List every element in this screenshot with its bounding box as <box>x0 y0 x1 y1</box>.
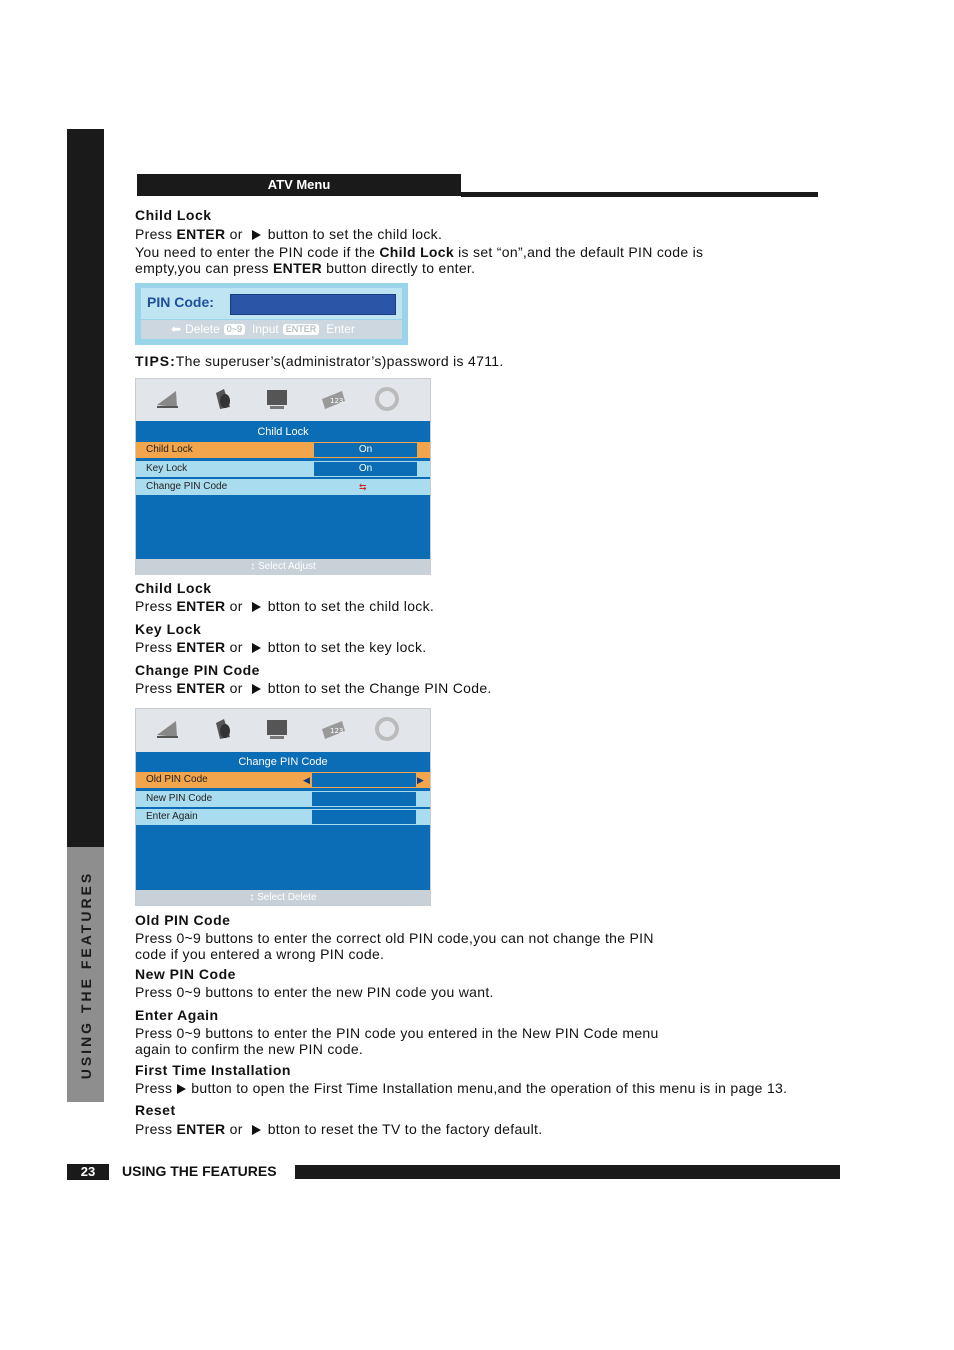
side-tab-label: USING THE FEATURES <box>77 870 94 1079</box>
heading-key-lock: Key Lock <box>135 621 202 637</box>
setup-icon <box>374 717 400 741</box>
paragraph-line: Press 0~9 buttons to enter the PIN code you entered in the New PIN Code menu <box>135 1025 659 1041</box>
side-band <box>67 129 104 847</box>
right-arrow-icon <box>252 1125 261 1135</box>
select-arrows-icon: ↕ <box>250 561 256 572</box>
change-pin-menu <box>135 708 431 906</box>
right-arrow-icon <box>252 602 261 612</box>
paragraph-line: Press ENTER or button to set the child lock. <box>135 226 443 242</box>
paragraph-line: empty,you can press ENTER button directly to enter. <box>135 260 476 276</box>
right-arrow-icon: ▶ <box>417 775 424 785</box>
menu-row-key-lock[interactable]: Key Lock On <box>136 461 430 477</box>
paragraph-line: Press ENTER or btton to set the Change PIN Code. <box>135 680 492 696</box>
paragraph-line: again to confirm the new PIN code. <box>135 1041 364 1057</box>
svg-text:123: 123 <box>330 397 344 405</box>
keycap-digits: 0~9 <box>224 324 245 335</box>
menu-help-bar: ↕ Select Adjust <box>136 559 430 575</box>
picture-icon <box>154 717 180 741</box>
heading-child-lock-2: Child Lock <box>135 580 212 596</box>
sound-icon <box>210 387 236 411</box>
paragraph-line: Press 0~9 buttons to enter the correct old PIN code,you can not change the PIN <box>135 930 654 946</box>
right-arrow-icon <box>177 1084 186 1094</box>
paragraph-line: Press ENTER or btton to reset the TV to the factory default. <box>135 1121 543 1137</box>
paragraph-line: Press ENTER or btton to set the key lock. <box>135 639 427 655</box>
setup-icon <box>374 387 400 411</box>
paragraph-line: Press 0~9 buttons to enter the new PIN code you want. <box>135 984 494 1000</box>
tips-label: TIPS: <box>135 353 176 369</box>
menu-help-bar: ↕ Select Delete <box>136 890 430 906</box>
heading-child-lock: Child Lock <box>135 207 212 223</box>
pin-help-bar: ⬅ Delete 0~9 Input ENTER Enter <box>141 320 402 339</box>
heading-first-time-installation: First Time Installation <box>135 1062 291 1078</box>
section-header-title: ATV Menu <box>267 177 331 192</box>
pin-code-label: PIN Code: <box>147 294 214 310</box>
heading-reset: Reset <box>135 1102 176 1118</box>
pin-code-field <box>230 294 396 315</box>
menu-row-old-pin[interactable]: Old PIN Code ◀ ▶ <box>136 772 430 788</box>
sound-icon <box>210 717 236 741</box>
menu-row-enter-again[interactable]: Enter Again <box>136 809 430 825</box>
menu-row-change-pin[interactable]: Change PIN Code ⇆ <box>136 479 430 495</box>
picture-icon <box>154 387 180 411</box>
heading-change-pin: Change PIN Code <box>135 662 260 678</box>
menu-row-new-pin[interactable]: New PIN Code <box>136 791 430 807</box>
menu-icon-bar <box>136 379 430 421</box>
enter-arrow-icon: ⇆ <box>359 482 367 492</box>
select-arrows-icon: ↕ <box>249 892 255 903</box>
right-arrow-icon <box>252 684 261 694</box>
heading-old-pin: Old PIN Code <box>135 912 231 928</box>
channel-icon <box>320 717 346 741</box>
paragraph-line: You need to enter the PIN code if the Child Lock is set “on”,and the default PIN code is <box>135 244 704 260</box>
tips-line: TIPS:The superuser’s(administrator’s)password is 4711. <box>135 353 504 369</box>
back-arrow-icon: ⬅ <box>171 322 182 336</box>
menu-row-child-lock[interactable]: Child Lock On <box>136 442 430 458</box>
left-arrow-icon: ◀ <box>303 775 310 785</box>
menu-icon-bar <box>136 709 430 751</box>
right-arrow-icon <box>252 643 261 653</box>
tv-screen-icon <box>264 717 290 741</box>
heading-enter-again: Enter Again <box>135 1007 219 1023</box>
paragraph-line: Press ENTER or btton to set the child lock. <box>135 598 435 614</box>
paragraph-line: Press button to open the First Time Installation menu,and the operation of this menu is in page 13. <box>135 1080 788 1096</box>
paragraph-line: code if you entered a wrong PIN code. <box>135 946 385 962</box>
footer-label: USING THE FEATURES <box>122 1163 277 1179</box>
child-lock-menu <box>135 378 431 575</box>
menu-title: Child Lock <box>257 426 309 438</box>
heading-new-pin: New PIN Code <box>135 966 236 982</box>
right-arrow-icon <box>252 230 261 240</box>
footer-rule <box>295 1165 840 1179</box>
tv-screen-icon <box>264 387 290 411</box>
section-header-rule <box>461 192 818 197</box>
svg-text:123: 123 <box>330 727 344 735</box>
keycap-enter: ENTER <box>283 324 320 335</box>
channel-icon <box>320 387 346 411</box>
menu-title: Change PIN Code <box>238 756 328 768</box>
page-number: 23 <box>67 1164 109 1180</box>
